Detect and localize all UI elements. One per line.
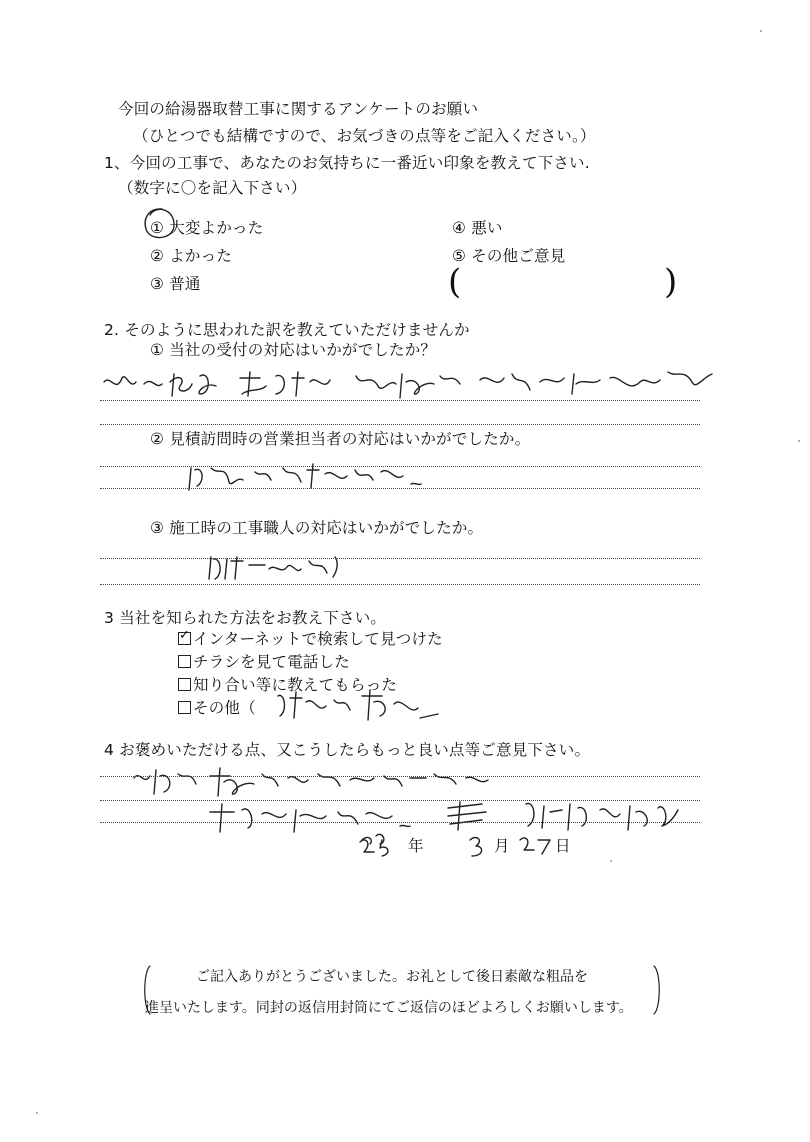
date-month-label: 月 (494, 837, 510, 855)
answer-line-2-2b (100, 488, 700, 489)
question-2-sub-3: ③ 施工時の工事職人の対応はいかがでしたか。 (150, 519, 484, 537)
q1-option-4[interactable]: ④ 悪い (452, 219, 503, 237)
checkbox-icon[interactable] (178, 655, 191, 668)
checkbox-checked-icon[interactable] (178, 632, 191, 645)
question-4: 4 お褒めいただける点、又こうしたらもっと良い点等ご意見下さい。 (104, 741, 591, 759)
question-2-sub-2: ② 見積訪問時の営業担当者の対応はいかがでしたか。 (150, 430, 531, 448)
survey-title: 今回の給湯器取替工事に関するアンケートのお願い (118, 100, 479, 118)
q3-option-flyer[interactable]: チラシを見て電話した (178, 650, 350, 672)
question-2: 2. そのように思われた訳を教えていただけませんか (104, 321, 470, 339)
q1-option-2[interactable]: ② よかった (150, 247, 233, 265)
q1-option-5[interactable]: ⑤ その他ご意見 (452, 247, 566, 265)
handwritten-answer-2-3 (205, 551, 355, 587)
question-3: 3 当社を知られた方法をお教え下さい。 (104, 609, 387, 627)
selection-circle-icon (138, 203, 188, 247)
scan-speck (798, 440, 800, 442)
checkbox-icon[interactable] (178, 701, 191, 714)
q3-option-acquaintance[interactable]: 知り合い等に教えてもらった (178, 673, 397, 695)
answer-line-2-1b (100, 424, 700, 425)
handwritten-answer-3-other (270, 686, 440, 728)
question-1-note: （数字に〇を記入下さい） (118, 179, 307, 197)
handwritten-date-month (466, 832, 494, 860)
footer-bracket-right (652, 964, 664, 1016)
handwritten-answer-2-1 (100, 364, 720, 414)
footer-thanks-line-1: ご記入ありがとうございました。お礼として後日素敵な粗品を (196, 969, 588, 985)
handwritten-answer-2-2 (185, 458, 445, 498)
answer-line-4c (100, 822, 700, 823)
answer-line-2-3 (100, 558, 700, 559)
q3-option-internet[interactable]: ✓インターネットで検索して見つけた (178, 627, 443, 649)
question-2-sub-1: ① 当社の受付の対応はいかがでしたか？ (150, 341, 437, 359)
footer-thanks-line-2: 進呈いたします。同封の返信用封筒にてご返信のほどよろしくお願いします。 (145, 1000, 633, 1016)
checkbox-icon[interactable] (178, 678, 191, 691)
survey-subtitle: （ひとつでも結構ですので、お気づきの点等をご記入ください。） (133, 127, 596, 145)
answer-line-4 (100, 776, 700, 777)
q3-option-other[interactable]: その他（ (178, 696, 256, 718)
date-year-label: 年 (408, 837, 424, 855)
answer-line-2-1 (100, 400, 700, 401)
q1-opinion-paren-open: ( (448, 262, 462, 302)
question-1: 1、今回の工事で、あなたのお気持ちに一番近い印象を教えて下さい. (104, 154, 590, 172)
q1-option-3[interactable]: ③ 普通 (150, 275, 201, 293)
q1-opinion-paren-close: ) (664, 262, 678, 302)
answer-line-2-3b (100, 584, 700, 585)
scan-speck (760, 30, 762, 32)
scan-speck (610, 860, 612, 862)
handwritten-date-year (356, 834, 406, 860)
handwritten-date-day (516, 832, 556, 860)
scan-speck (36, 1112, 38, 1114)
answer-line-2-2 (100, 466, 700, 467)
date-day-label: 日 (555, 837, 571, 855)
q1-option-1[interactable]: ① 大変よかった (150, 219, 264, 237)
answer-line-4b (100, 800, 700, 801)
